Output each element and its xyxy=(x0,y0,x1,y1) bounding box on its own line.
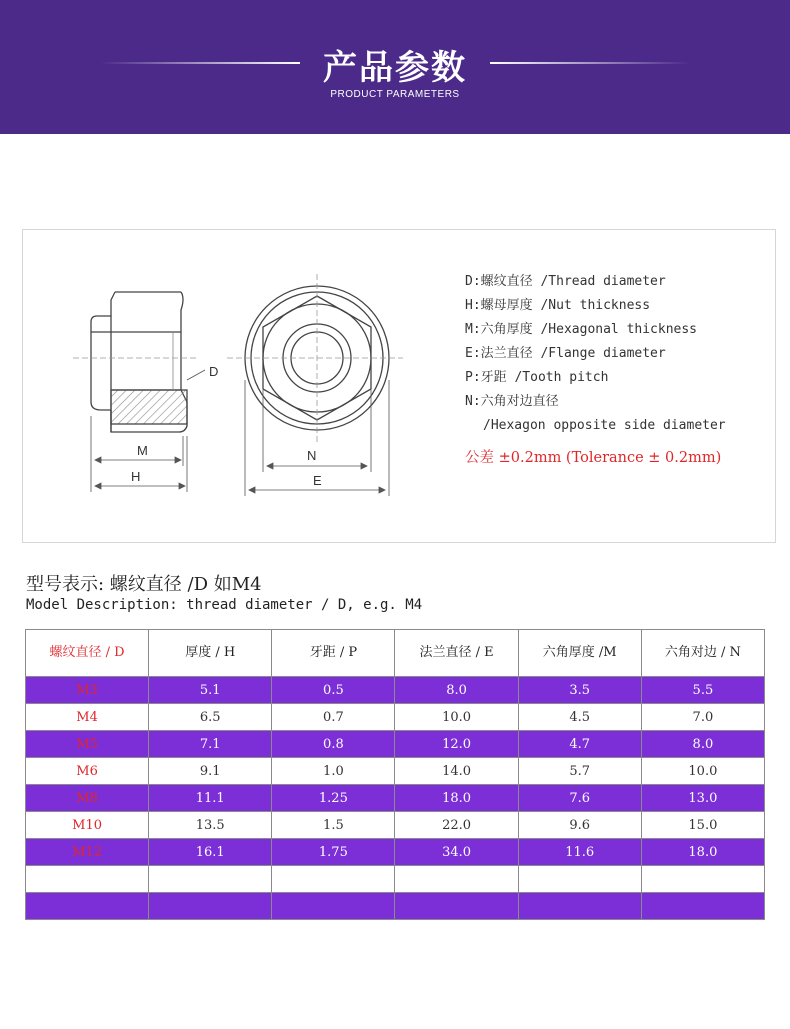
cell-e: 10.0 xyxy=(395,704,518,731)
cell-p: 1.25 xyxy=(272,785,395,812)
cell-m: 5.7 xyxy=(518,758,641,785)
header-banner xyxy=(0,0,790,134)
cell-e: 34.0 xyxy=(395,839,518,866)
label-n: N xyxy=(307,448,317,463)
cell-size: M12 xyxy=(26,839,149,866)
legend-item: N:六角对边直径 xyxy=(465,394,559,409)
cell-empty xyxy=(272,866,395,893)
cell-empty xyxy=(395,866,518,893)
banner-title: 产品参数 xyxy=(323,48,467,88)
legend-item: H:螺母厚度 /Nut thickness xyxy=(465,298,651,313)
legend-item: M:六角厚度 /Hexagonal thickness xyxy=(465,322,698,337)
cell-n: 18.0 xyxy=(641,839,764,866)
header-pitch: 牙距 / P xyxy=(272,630,395,677)
cell-h: 9.1 xyxy=(149,758,272,785)
cell-size: M6 xyxy=(26,758,149,785)
cell-size: M4 xyxy=(26,704,149,731)
cell-n: 8.0 xyxy=(641,731,764,758)
label-h: H xyxy=(131,469,141,484)
cell-size: M5 xyxy=(26,731,149,758)
cell-m: 7.6 xyxy=(518,785,641,812)
cell-e: 14.0 xyxy=(395,758,518,785)
cell-h: 5.1 xyxy=(149,677,272,704)
cell-empty xyxy=(26,893,149,920)
cell-empty xyxy=(149,866,272,893)
cell-e: 12.0 xyxy=(395,731,518,758)
cell-size: M8 xyxy=(26,785,149,812)
cell-h: 11.1 xyxy=(149,785,272,812)
table-header-row xyxy=(26,630,765,677)
table-row xyxy=(26,758,765,785)
cell-m: 3.5 xyxy=(518,677,641,704)
cell-m: 4.5 xyxy=(518,704,641,731)
table-row xyxy=(26,866,765,893)
cell-empty xyxy=(149,893,272,920)
label-e: E xyxy=(313,473,322,488)
dimension-legend xyxy=(465,270,765,467)
nut-side-view xyxy=(91,292,187,432)
cell-h: 6.5 xyxy=(149,704,272,731)
spec-table xyxy=(25,629,765,920)
cell-empty xyxy=(26,866,149,893)
legend-item: P:牙距 /Tooth pitch xyxy=(465,370,609,385)
cell-n: 7.0 xyxy=(641,704,764,731)
banner-subtitle: PRODUCT PARAMETERS xyxy=(330,89,460,100)
legend-item: E:法兰直径 /Flange diameter xyxy=(465,346,666,361)
table-row xyxy=(26,785,765,812)
header-hex-thickness: 六角厚度 /M xyxy=(518,630,641,677)
table-row xyxy=(26,677,765,704)
header-flange-diameter: 法兰直径 / E xyxy=(395,630,518,677)
legend-item: /Hexagon opposite side diameter xyxy=(483,418,726,433)
cell-empty xyxy=(395,893,518,920)
nut-diagram-panel xyxy=(22,229,776,543)
cell-n: 5.5 xyxy=(641,677,764,704)
header-thickness: 厚度 / H xyxy=(149,630,272,677)
cell-p: 1.0 xyxy=(272,758,395,785)
cell-empty xyxy=(272,893,395,920)
cell-n: 13.0 xyxy=(641,785,764,812)
model-description-cn: 型号表示: 螺纹直径 /D 如M4 xyxy=(26,574,262,595)
header-thread-diameter: 螺纹直径 / D xyxy=(26,630,149,677)
cell-e: 18.0 xyxy=(395,785,518,812)
table-row xyxy=(26,731,765,758)
cell-empty xyxy=(518,893,641,920)
cell-p: 0.8 xyxy=(272,731,395,758)
table-row xyxy=(26,893,765,920)
table-row xyxy=(26,812,765,839)
cell-empty xyxy=(641,893,764,920)
cell-p: 1.75 xyxy=(272,839,395,866)
cell-h: 13.5 xyxy=(149,812,272,839)
cell-e: 22.0 xyxy=(395,812,518,839)
cell-p: 0.5 xyxy=(272,677,395,704)
cell-size: M3 xyxy=(26,677,149,704)
cell-h: 16.1 xyxy=(149,839,272,866)
cell-m: 4.7 xyxy=(518,731,641,758)
cell-m: 9.6 xyxy=(518,812,641,839)
cell-e: 8.0 xyxy=(395,677,518,704)
cell-size: M10 xyxy=(26,812,149,839)
tolerance-note: 公差 ±0.2mm (Tolerance ± 0.2mm) xyxy=(465,450,722,466)
label-d: D xyxy=(209,364,219,379)
cell-p: 0.7 xyxy=(272,704,395,731)
legend-item: D:螺纹直径 /Thread diameter xyxy=(465,274,666,289)
label-m: M xyxy=(137,443,148,458)
model-description-en: Model Description: thread diameter / D, e.g. M4 xyxy=(26,597,423,613)
cell-p: 1.5 xyxy=(272,812,395,839)
header-hex-opposite: 六角对边 / N xyxy=(641,630,764,677)
cell-m: 11.6 xyxy=(518,839,641,866)
cell-n: 15.0 xyxy=(641,812,764,839)
cell-n: 10.0 xyxy=(641,758,764,785)
cell-h: 7.1 xyxy=(149,731,272,758)
cell-empty xyxy=(641,866,764,893)
table-row xyxy=(26,704,765,731)
table-row xyxy=(26,839,765,866)
cell-empty xyxy=(518,866,641,893)
